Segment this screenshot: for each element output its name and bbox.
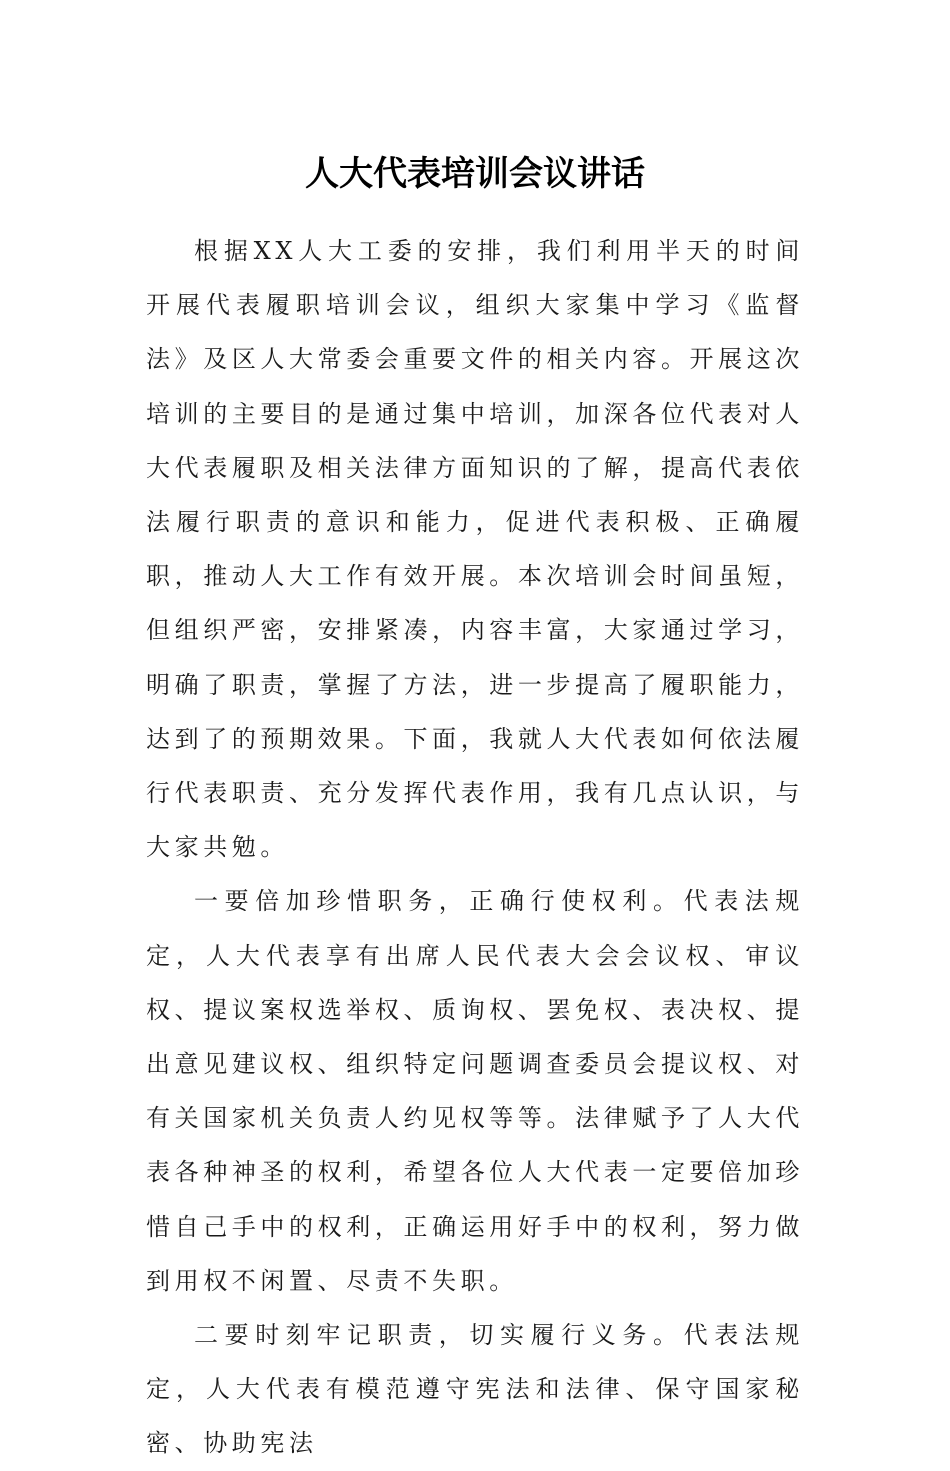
paragraph-point-one: 一要倍加珍惜职务，正确行使权利。代表法规定，人大代表享有出席人民代表大会会议权、审议权、提议案权选举权、质询权、罢免权、表决权、提出意见建议权、组织特定问题调查委员会提议权、对有关国家机关负责人约见权等等。法律赋予了人大代表各种神圣的权利，希望各位人大代表一定要倍加珍惜自己手中的权利，正确运用好手中的权利，努力做到用权不闲置、尽责不失职。	[146, 887, 804, 1295]
document-body	[146, 224, 804, 1471]
document-title: 人大代表培训会议讲话	[305, 154, 645, 194]
paragraph-intro: 根据XX人大工委的安排，我们利用半天的时间开展代表履职培训会议，组织大家集中学习《监督法》及区人大常委会重要文件的相关内容。开展这次培训的主要目的是通过集中培训，加深各位代表对人大代表履职及相关法律方面知识的了解，提高代表依法履行职责的意识和能力，促进代表积极、正确履职，推动人大工作有效开展。本次培训会时间虽短，但组织严密，安排紧凑，内容丰富，大家通过学习，明确了职责，掌握了方法，进一步提高了履职能力，达到了的预期效果。下面，我就人大代表如何依法履行代表职责、充分发挥代表作用，我有几点认识，与大家共勉。	[146, 237, 804, 862]
paragraph-point-two: 二要时刻牢记职责，切实履行义务。代表法规定，人大代表有模范遵守宪法和法律、保守国家秘密、协助宪法	[146, 1321, 804, 1458]
